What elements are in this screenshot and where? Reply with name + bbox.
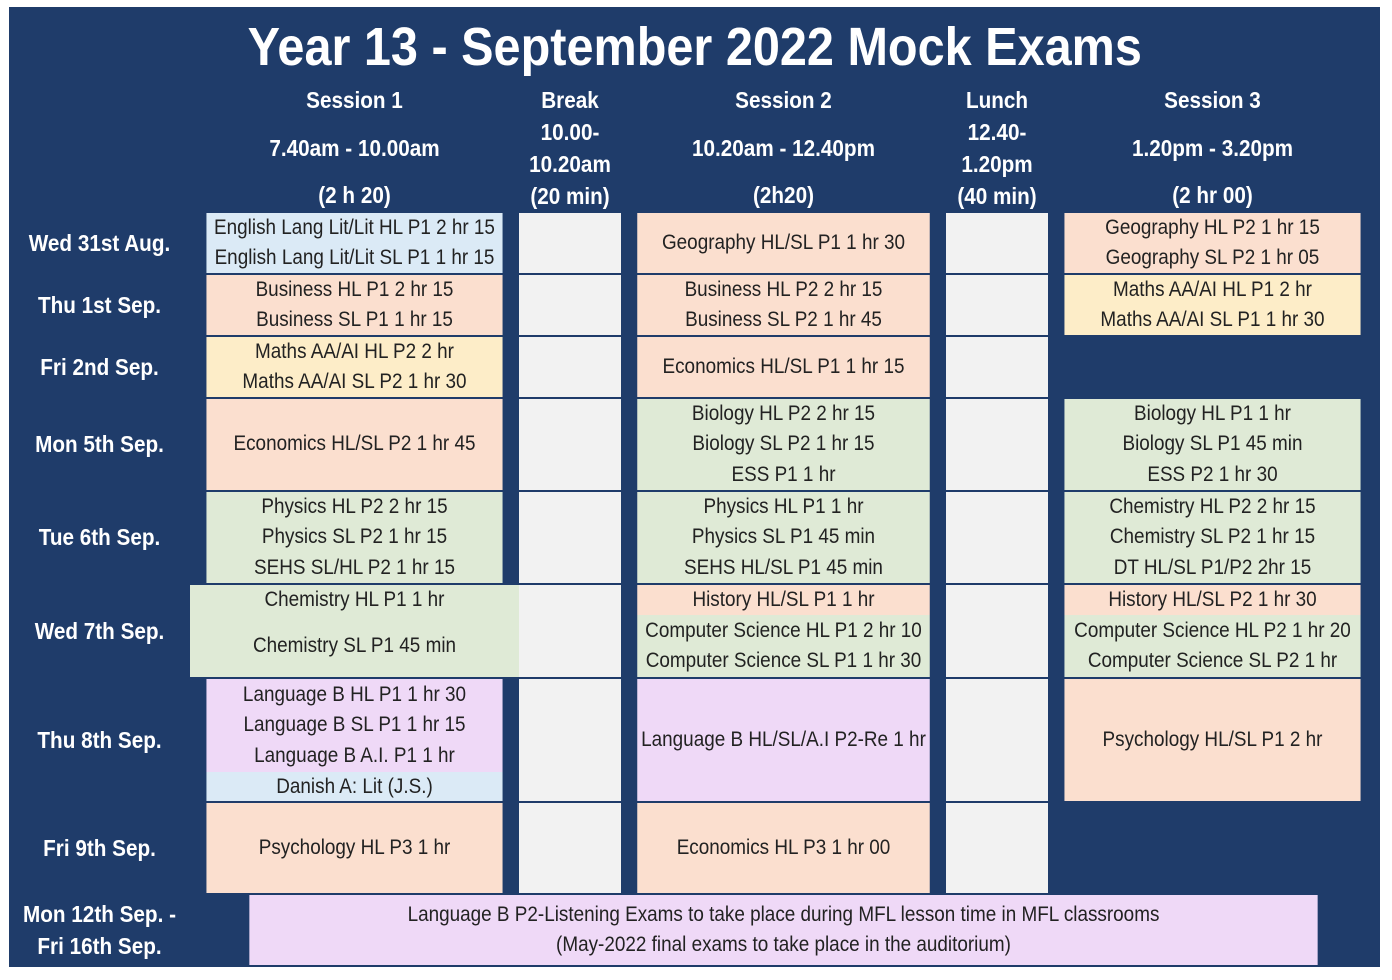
session-3-cell: Biology HL P1 1 hr Biology SL P1 45 min ESS P2 1 hr 30 [1064, 399, 1360, 490]
break-cell [519, 679, 621, 801]
session-3-empty-cell [1048, 803, 1377, 893]
lunch-cell [946, 275, 1048, 335]
day-label: Fri 9th Sep. [43, 834, 156, 861]
header-session-1: Session 1 7.40am - 10.00am (2 h 20) [269, 87, 440, 208]
session-2-cell: Computer Science HL P1 2 hr 10 Computer Science SL P1 1 hr 30 [637, 615, 930, 677]
session-3-cell: Chemistry HL P2 2 hr 15 Chemistry SL P2 1 hr 15 DT HL/SL P1/P2 2hr 15 [1064, 492, 1360, 583]
day-label: Wed 31st Aug. [28, 229, 171, 256]
day-label: Fri 2nd Sep. [40, 353, 159, 380]
session-1-line: Chemistry SL P1 45 min [252, 633, 457, 657]
session-1-cell: Business HL P1 2 hr 15 Business SL P1 1 hr 15 [206, 275, 502, 335]
lunch-cell [946, 337, 1048, 397]
session-1-line: Chemistry HL P1 1 hr [264, 588, 445, 611]
session-2-cell: Language B HL/SL/A.I P2-Re 1 hr [637, 679, 930, 801]
session-2-cell: Biology HL P2 2 hr 15 Biology SL P2 1 hr 15 ESS P1 1 hr [637, 399, 930, 490]
session-1-cell: Maths AA/AI HL P2 2 hr Maths AA/AI SL P2 1 hr 30 [206, 337, 502, 397]
day-label: Mon 5th Sep. [35, 431, 164, 458]
lunch-cell [946, 585, 1048, 677]
session-1-cell: English Lang Lit/Lit HL P1 2 hr 15 English Lang Lit/Lit SL P1 1 hr 15 [206, 213, 502, 273]
header-lunch: Lunch 12.40- 1.20pm (40 min) [957, 87, 1037, 209]
header-session-2: Session 2 10.20am - 12.40pm (2h20) [692, 87, 875, 208]
break-cell [519, 337, 621, 397]
session-3-line: History HL/SL P2 1 hr 30 [1064, 585, 1360, 615]
break-cell [519, 585, 621, 677]
day-label: Thu 1st Sep. [37, 291, 162, 318]
session-1-cell: Economics HL/SL P2 1 hr 45 [206, 399, 502, 490]
lunch-cell [946, 399, 1048, 490]
listening-exams-note: Language B P2-Listening Exams to take place during MFL lesson time in MFL classrooms (May-2022 final exams to take place in the auditorium) [249, 895, 1317, 965]
day-label: Tue 6th Sep. [38, 524, 161, 551]
page-title: Year 13 - September 2022 Mock Exams [247, 17, 1142, 77]
break-cell [519, 492, 621, 583]
session-3-cell: Psychology HL/SL P1 2 hr [1064, 679, 1360, 801]
lunch-cell [946, 679, 1048, 801]
timetable [9, 7, 1380, 967]
session-2-cell: Physics HL P1 1 hr Physics SL P1 45 min SEHS HL/SL P1 45 min [637, 492, 930, 583]
session-1-cell: Language B HL P1 1 hr 30 Language B SL P1 1 hr 15 Language B A.I. P1 1 hr [206, 679, 502, 772]
header-break: Break 10.00- 10.20am (20 min) [529, 87, 611, 209]
session-2-cell: Geography HL/SL P1 1 hr 30 [637, 213, 930, 273]
day-label: Wed 7th Sep. [34, 617, 165, 644]
break-cell [519, 803, 621, 893]
session-1-cell: Physics HL P2 2 hr 15 Physics SL P2 1 hr 15 SEHS SL/HL P2 1 hr 15 [206, 492, 502, 583]
header-session-3: Session 3 1.20pm - 3.20pm (2 hr 00) [1131, 87, 1294, 208]
lunch-cell [946, 492, 1048, 583]
lunch-cell [946, 213, 1048, 273]
session-1-line: Danish A: Lit (J.S.) [206, 772, 502, 801]
break-cell [519, 399, 621, 490]
day-label: Mon 12th Sep. - Fri 16th Sep. [23, 901, 176, 959]
session-3-cell: Computer Science HL P2 1 hr 20 Computer Science SL P2 1 hr [1064, 615, 1360, 677]
session-1-cell: Psychology HL P3 1 hr [206, 803, 502, 893]
session-3-cell: Maths AA/AI HL P1 2 hr Maths AA/AI SL P1 1 hr 30 [1064, 275, 1360, 335]
session-2-cell: Business HL P2 2 hr 15 Business SL P2 1 hr 45 [637, 275, 930, 335]
session-2-line: History HL/SL P1 1 hr [637, 585, 930, 615]
lunch-cell [946, 803, 1048, 893]
session-2-cell: Economics HL/SL P1 1 hr 15 [637, 337, 930, 397]
session-3-empty-cell [1048, 337, 1377, 397]
break-cell [519, 275, 621, 335]
break-cell [519, 213, 621, 273]
day-label: Thu 8th Sep. [37, 726, 162, 753]
session-3-cell: Geography HL P2 1 hr 15 Geography SL P2 1 hr 05 [1064, 213, 1360, 273]
session-2-cell: Economics HL P3 1 hr 00 [637, 803, 930, 893]
